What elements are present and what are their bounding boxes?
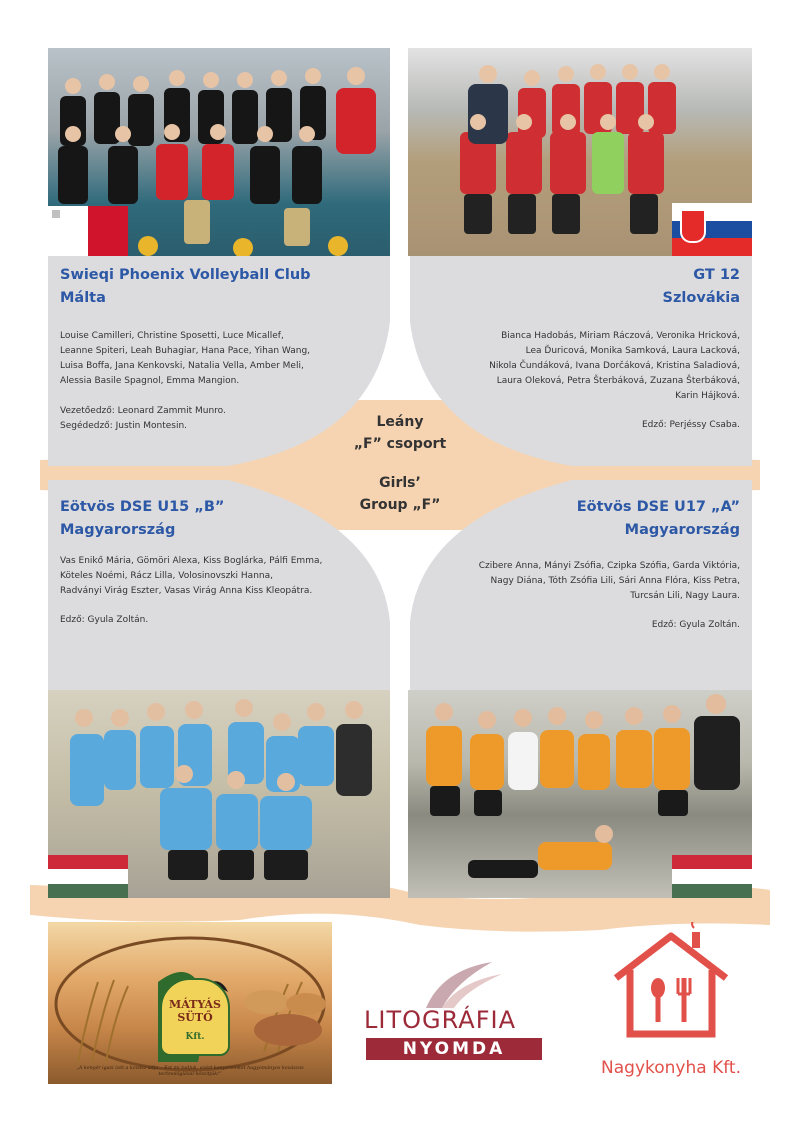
player-list-hu-u17 — [479, 559, 740, 604]
coach-list-hu-u15 — [60, 613, 148, 628]
bakery-name-2: SÜTŐ — [177, 1011, 213, 1024]
team-country: Magyarország — [624, 522, 740, 538]
team-photo-hu-u17 — [408, 690, 752, 898]
player-line: Nagy Diána, Tóth Zsófia Lili, Sári Anna Flóra, Kiss Petra, — [490, 576, 740, 586]
player-list-slovakia — [489, 329, 740, 404]
flag-slovakia — [672, 203, 752, 256]
litografia-part-a: LITO — [364, 1006, 422, 1034]
team-title-hu-u15 — [60, 496, 224, 542]
nagykonyha-name: Nagykonyha Kft. — [601, 1058, 741, 1078]
group-label-hu — [340, 411, 460, 455]
player-line: Radványi Virág Eszter, Vasas Virág Anna Kiss Kleopátra. — [60, 586, 313, 596]
player-line: Leanne Spiteri, Leah Buhagiar, Hana Pace, Yihan Wang, — [60, 346, 311, 356]
team-name: Eötvös DSE U15 „B” — [60, 499, 225, 515]
player-line: Köteles Noémi, Rácz Lilla, Volosinovszki Hanna, — [60, 571, 273, 581]
flag-malta — [48, 206, 128, 256]
head-coach: Vezetőedző: Leonard Zammit Munro. — [60, 406, 226, 416]
player-line: Bianca Hadobás, Miriam Ráczová, Veronika Hricková, — [501, 331, 740, 341]
litografia-line2: NYOMDA — [366, 1038, 542, 1060]
bakery-slogan: „A kenyér igazi ízét a kovász adja... Ezt mi tudjuk, ezért kenyereinket hagyományos kovászos technológiával készítjük!” — [76, 1066, 304, 1077]
head-coach: Edző: Gyula Zoltán. — [651, 620, 740, 630]
sponsor-logo-bakery — [48, 922, 332, 1084]
team-country: Málta — [60, 290, 106, 306]
bakery-badge — [160, 978, 230, 1056]
flag-hungary — [672, 855, 752, 898]
player-line: Vas Enikő Mária, Gömöri Alexa, Kiss Boglárka, Pálfi Emma, — [60, 556, 323, 566]
team-title-malta — [60, 264, 311, 310]
group-label-en — [340, 472, 460, 516]
group-label-line: Group „F” — [359, 497, 441, 513]
group-label-line: „F” csoport — [353, 436, 447, 452]
player-line: Luisa Boffa, Jana Kenkovski, Natalia Vella, Amber Meli, — [60, 361, 304, 371]
head-coach: Edző: Gyula Zoltán. — [60, 615, 149, 625]
team-country: Szlovákia — [662, 290, 740, 306]
team-photo-slovakia — [408, 48, 752, 256]
coach-list-slovakia — [642, 418, 740, 433]
player-line: Turcsán Lili, Nagy Laura. — [630, 591, 740, 601]
litografia-part-b: GRÁFIA — [422, 1006, 517, 1034]
team-name: GT 12 — [693, 267, 740, 283]
litografia-swoosh — [362, 960, 546, 1010]
player-line: Laura Oleková, Petra Šterbáková, Zuzana Šterbáková, — [496, 376, 740, 386]
team-photo-malta — [48, 48, 390, 256]
player-line: Czibere Anna, Mányi Zsófia, Czipka Szófia, Garda Viktória, — [478, 561, 740, 571]
house-fork-spoon-icon — [588, 922, 754, 1042]
team-name: Swieqi Phoenix Volleyball Club — [60, 267, 311, 283]
sponsor-logo-nagykonyha — [588, 922, 754, 1090]
player-line: Alessia Basile Spagnol, Emma Mangion. — [60, 376, 240, 386]
team-name: Eötvös DSE U17 „A” — [576, 499, 740, 515]
sponsor-logo-litografia — [362, 960, 546, 1064]
player-line: Karin Hájková. — [675, 391, 740, 401]
player-list-malta — [60, 329, 310, 389]
team-country: Magyarország — [60, 522, 176, 538]
assistant-coach: Segédedző: Justin Montesin. — [60, 421, 188, 431]
player-list-hu-u15 — [60, 554, 322, 599]
bakery-suffix: Kft. — [185, 1032, 205, 1042]
group-label-line: Girls’ — [379, 475, 421, 491]
group-label-line: Leány — [376, 414, 424, 430]
coach-list-malta — [60, 404, 226, 434]
head-coach: Edző: Perjéssy Csaba. — [641, 420, 740, 430]
flag-hungary — [48, 855, 128, 898]
player-line: Lea Ďuricová, Monika Samková, Laura Lacková, — [525, 346, 740, 356]
team-photo-hu-u15 — [48, 690, 390, 898]
player-line: Nikola Čundáková, Ivana Dorčáková, Kristina Saladiová, — [489, 361, 740, 371]
player-line: Louise Camilleri, Christine Sposetti, Luce Micallef, — [60, 331, 284, 341]
team-title-slovakia — [663, 264, 740, 310]
bakery-name-1: MÁTYÁS — [169, 998, 221, 1011]
coach-list-hu-u17 — [652, 618, 740, 633]
litografia-line1 — [364, 1006, 544, 1034]
team-title-hu-u17 — [577, 496, 740, 542]
